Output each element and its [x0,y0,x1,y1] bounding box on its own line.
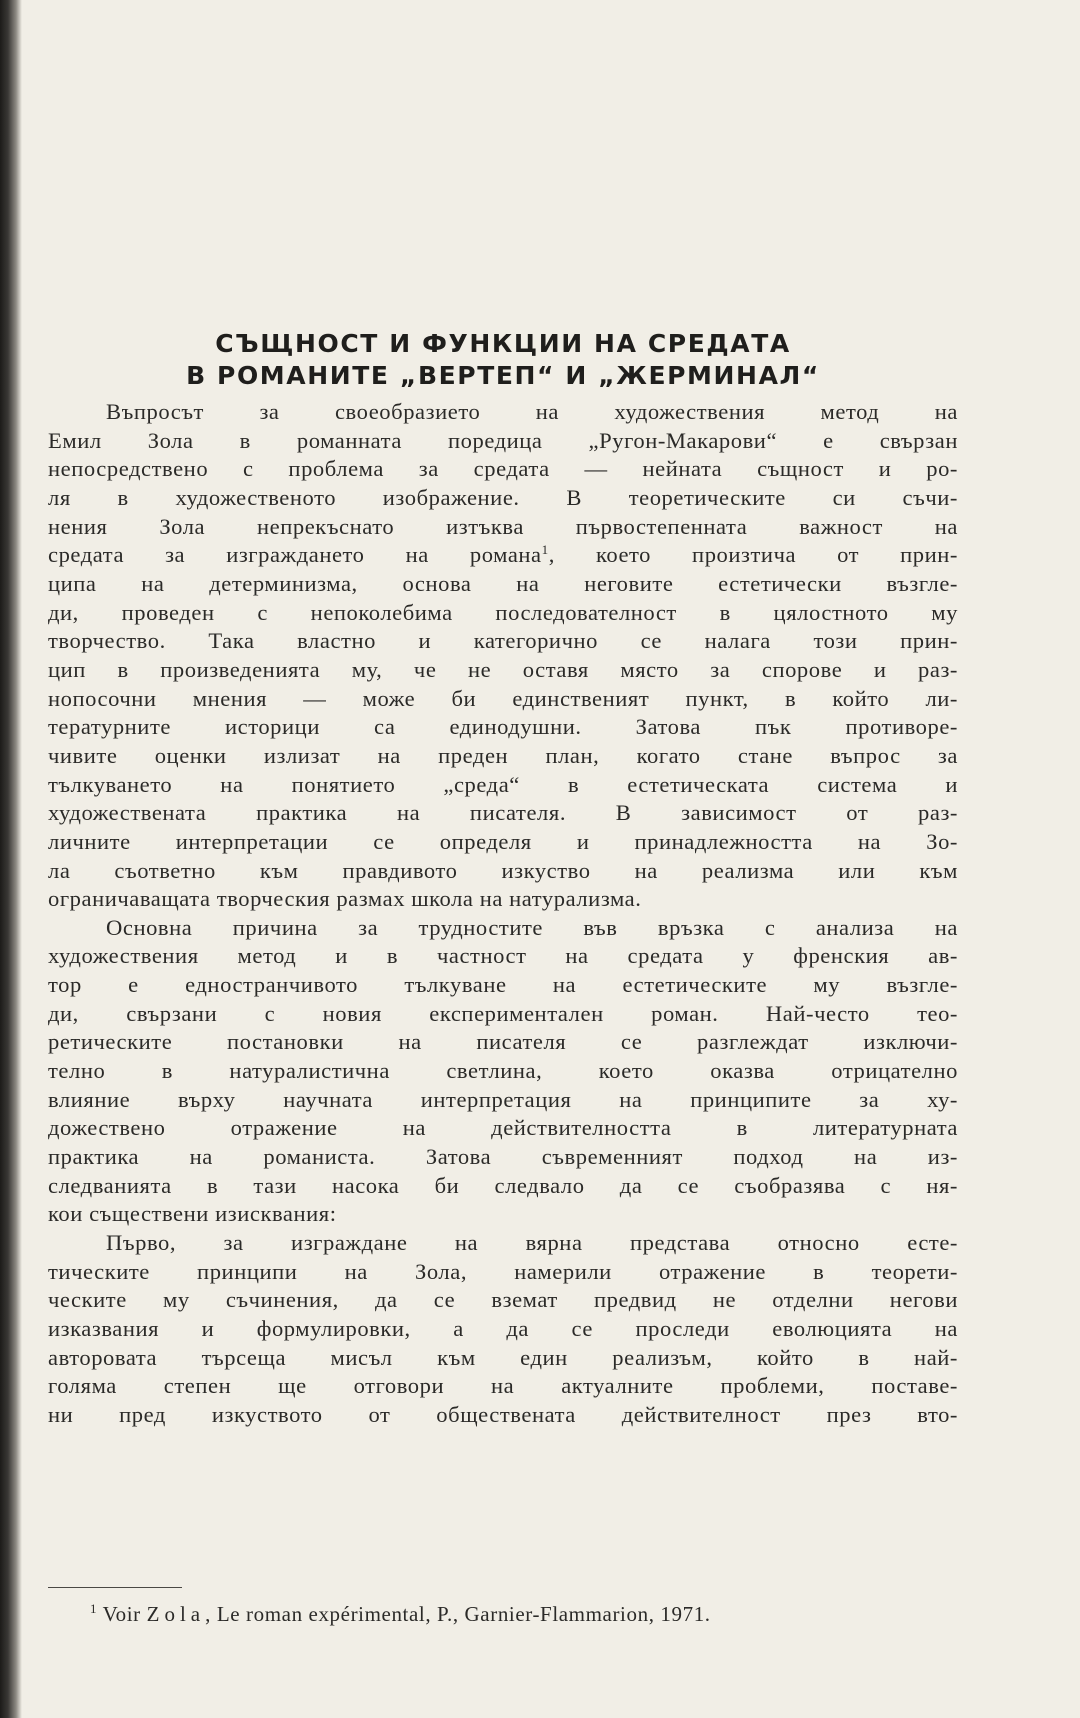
text-line: цип в произведенията му, че не оставя място за спорове и раз- [48,656,958,682]
paragraph-1 [48,398,958,914]
footnote-divider [48,1587,182,1588]
text-line: следванията в тази насока би следвало да се съобразява с ня- [48,1172,958,1198]
text-line-with-footnote [48,541,958,570]
text-line: авторовата търсеща мисъл към един реализъм, който в най- [48,1344,958,1370]
text-line: Емил Зола в романната поредица „Ругон-Макарови“ е свързан [48,427,958,453]
text-line: практика на романиста. Затова съвременният подход на из- [48,1144,958,1170]
text-line: ограничаващата творческия размах школа на натурализма. [48,886,642,912]
footnote-mark: 1 [90,1601,98,1616]
text-line: непосредствено с проблема за средата — нейната същност и ро- [48,456,958,482]
text-line: ципа на детерминизма, основа на неговите естетически възгле- [48,570,958,596]
paragraph-3 [48,1229,958,1430]
text-line: кои съществени изисквания: [48,1201,337,1227]
text-line: тор е едностранчивото тълкуване на естетическите му възгле- [48,972,958,998]
footnote-author: Zola [146,1602,206,1626]
text-line: ди, свързани с новия експериментален роман. Най-често тео- [48,1000,958,1026]
text-line: творчество. Така властно и категорично се налага този прин- [48,628,958,654]
article-page [48,328,958,1430]
text-line: ди, проведен с непоколебима последователност в цялостното му [48,599,958,625]
text-line: ла съответно към правдивото изкуство на реализма или към [48,857,958,883]
text-line: нения Зола непрекъснато изтъква първостепенната важност на [48,513,958,539]
text-segment: средата за изграждането на романа [48,542,542,568]
page-binding-edge [0,0,22,1718]
text-line: нопосочни мнения — може би единственият пункт, в който ли- [48,685,958,711]
text-line: ретическите постановки на писателя се разглеждат изключи- [48,1029,958,1055]
title-line-1: СЪЩНОСТ И ФУНКЦИИ НА СРЕДАТА [215,329,791,358]
text-line: влияние върху научната интерпретация на принципите за ху- [48,1086,958,1112]
text-line: художествения метод и в частност на средата у френския ав- [48,943,958,969]
article-title [48,328,958,392]
text-line: голяма степен ще отговори на актуалните проблеми, поставе- [48,1373,958,1399]
footnote-prefix: Voir [102,1602,141,1626]
footnote [90,1602,711,1627]
text-segment: , което произтича от прин- [548,542,958,568]
text-line: чивите оценки излизат на преден план, когато стане въпрос за [48,742,958,768]
text-line: телно в натуралистична светлина, което оказва отрицателно [48,1058,958,1084]
text-line: ля в художественото изображение. В теоретическите си съчи- [48,484,958,510]
footnote-reference[interactable]: 1 [541,542,549,558]
text-line: тълкуването на понятието „среда“ в естетическата система и [48,771,958,797]
text-line: тературните историци са единодушни. Затова пък противоре- [48,714,958,740]
text-line: ни пред изкуството от обществената действителност през вто- [48,1401,958,1427]
paragraph-2 [48,914,958,1229]
text-line: изказвания и формулировки, а да се проследи еволюцията на [48,1316,958,1341]
text-line: Основна причина за трудностите във връзка с анализа на [106,914,958,940]
text-line: Първо, за изграждане на вярна представа относно есте- [106,1230,958,1256]
text-line: ческите му съчинения, да се вземат предвид не отделни негови [48,1287,958,1313]
title-line-2: В РОМАНИТЕ „ВЕРТЕП“ И „ЖЕРМИНАЛ“ [186,361,820,390]
text-line: личните интерпретации се определя и принадлежността на Зо- [48,828,958,854]
text-line: художествената практика на писателя. В зависимост от раз- [48,800,958,826]
article-body [48,398,958,1430]
text-line: дожествено отражение на действителността в литературната [48,1115,958,1141]
text-line: тическите принципи на Зола, намерили отражение в теорети- [48,1258,958,1284]
text-line: Въпросът за своеобразието на художествения метод на [106,399,958,424]
footnote-citation: , Le roman expérimental, P., Garnier-Flammarion, 1971. [205,1602,711,1626]
